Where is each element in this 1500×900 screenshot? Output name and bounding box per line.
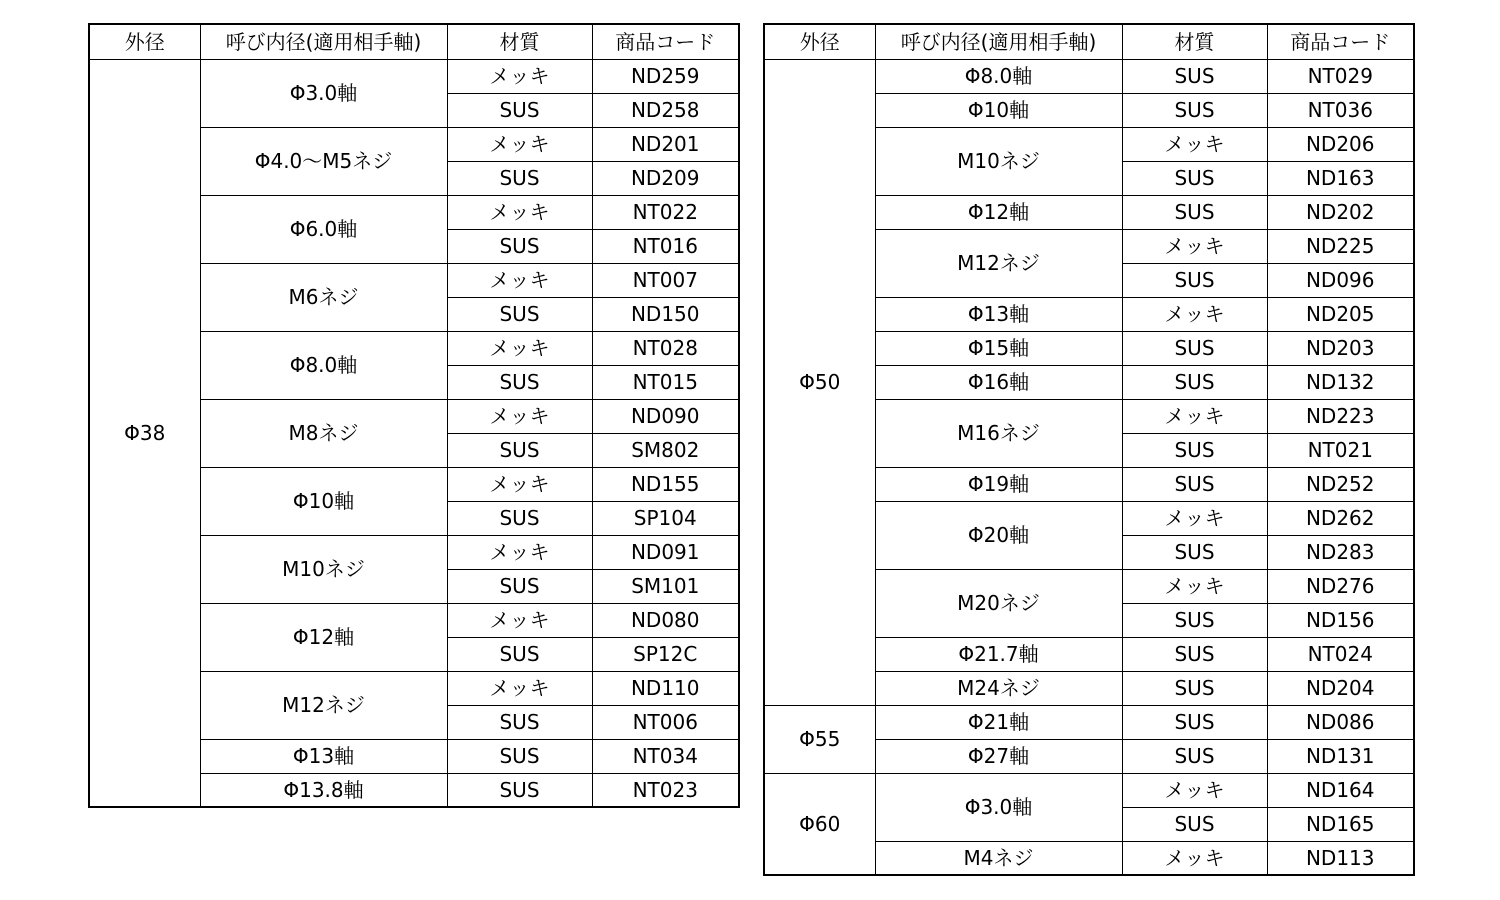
material-cell: メッキ	[447, 467, 592, 501]
inner-diameter-cell: M10ネジ	[200, 535, 447, 603]
material-cell: メッキ	[1122, 841, 1267, 875]
inner-diameter-cell: Φ4.0～M5ネジ	[200, 127, 447, 195]
inner-diameter-cell: Φ13.8軸	[200, 773, 447, 807]
material-cell: メッキ	[447, 399, 592, 433]
product-code-cell: NT015	[592, 365, 739, 399]
product-code-cell: SM101	[592, 569, 739, 603]
product-code-cell: ND283	[1267, 535, 1414, 569]
material-cell: メッキ	[447, 535, 592, 569]
inner-diameter-cell: Φ10軸	[875, 93, 1122, 127]
header-material: 材質	[1122, 24, 1267, 59]
product-code-cell: ND091	[592, 535, 739, 569]
material-cell: メッキ	[447, 671, 592, 705]
material-cell: SUS	[1122, 535, 1267, 569]
outer-diameter-cell: Φ60	[764, 773, 875, 875]
inner-diameter-cell: M20ネジ	[875, 569, 1122, 637]
product-code-cell: NT036	[1267, 93, 1414, 127]
product-code-cell: ND080	[592, 603, 739, 637]
product-code-cell: ND203	[1267, 331, 1414, 365]
product-code-cell: ND204	[1267, 671, 1414, 705]
inner-diameter-cell: M10ネジ	[875, 127, 1122, 195]
material-cell: メッキ	[1122, 501, 1267, 535]
table-row	[89, 59, 739, 93]
outer-diameter-cell: Φ50	[764, 59, 875, 705]
material-cell: SUS	[447, 93, 592, 127]
table-body	[764, 59, 1414, 875]
inner-diameter-cell: Φ13軸	[200, 739, 447, 773]
inner-diameter-cell: Φ6.0軸	[200, 195, 447, 263]
material-cell: メッキ	[1122, 127, 1267, 161]
inner-diameter-cell: Φ3.0軸	[200, 59, 447, 127]
product-code-cell: NT023	[592, 773, 739, 807]
product-code-cell: NT029	[1267, 59, 1414, 93]
product-code-cell: ND276	[1267, 569, 1414, 603]
outer-diameter-cell: Φ55	[764, 705, 875, 773]
inner-diameter-cell: Φ20軸	[875, 501, 1122, 569]
header-material: 材質	[447, 24, 592, 59]
product-code-cell: ND150	[592, 297, 739, 331]
inner-diameter-cell: M12ネジ	[200, 671, 447, 739]
inner-diameter-cell: M24ネジ	[875, 671, 1122, 705]
product-code-cell: ND258	[592, 93, 739, 127]
inner-diameter-cell: M12ネジ	[875, 229, 1122, 297]
product-code-cell: ND155	[592, 467, 739, 501]
product-code-cell: NT028	[592, 331, 739, 365]
inner-diameter-cell: Φ10軸	[200, 467, 447, 535]
product-code-cell: ND113	[1267, 841, 1414, 875]
product-code-cell: NT006	[592, 705, 739, 739]
material-cell: SUS	[1122, 195, 1267, 229]
product-table-right	[763, 23, 1415, 876]
inner-diameter-cell: M16ネジ	[875, 399, 1122, 467]
header-row	[764, 24, 1414, 59]
material-cell: SUS	[447, 297, 592, 331]
inner-diameter-cell: Φ27軸	[875, 739, 1122, 773]
material-cell: SUS	[1122, 739, 1267, 773]
product-code-cell: ND096	[1267, 263, 1414, 297]
product-code-cell: NT022	[592, 195, 739, 229]
inner-diameter-cell: M8ネジ	[200, 399, 447, 467]
material-cell: メッキ	[1122, 773, 1267, 807]
material-cell: SUS	[447, 569, 592, 603]
inner-diameter-cell: Φ16軸	[875, 365, 1122, 399]
material-cell: SUS	[447, 433, 592, 467]
material-cell: SUS	[1122, 705, 1267, 739]
table-row	[764, 773, 1414, 807]
product-code-cell: ND206	[1267, 127, 1414, 161]
material-cell: メッキ	[447, 195, 592, 229]
header-product-code: 商品コード	[1267, 24, 1414, 59]
material-cell: SUS	[1122, 161, 1267, 195]
product-code-cell: NT021	[1267, 433, 1414, 467]
product-code-cell: ND259	[592, 59, 739, 93]
material-cell: SUS	[1122, 59, 1267, 93]
product-code-cell: ND252	[1267, 467, 1414, 501]
material-cell: SUS	[447, 501, 592, 535]
table-row	[764, 59, 1414, 93]
material-cell: メッキ	[447, 263, 592, 297]
product-code-cell: ND132	[1267, 365, 1414, 399]
material-cell: メッキ	[447, 59, 592, 93]
material-cell: SUS	[447, 229, 592, 263]
inner-diameter-cell: Φ13軸	[875, 297, 1122, 331]
product-code-cell: ND156	[1267, 603, 1414, 637]
material-cell: メッキ	[1122, 229, 1267, 263]
header-row	[89, 24, 739, 59]
product-code-cell: ND086	[1267, 705, 1414, 739]
material-cell: SUS	[1122, 331, 1267, 365]
product-code-cell: ND202	[1267, 195, 1414, 229]
product-code-cell: ND164	[1267, 773, 1414, 807]
material-cell: メッキ	[447, 603, 592, 637]
product-code-cell: ND090	[592, 399, 739, 433]
product-table-left	[88, 23, 740, 808]
product-code-cell: SM802	[592, 433, 739, 467]
product-code-cell: ND163	[1267, 161, 1414, 195]
inner-diameter-cell: Φ15軸	[875, 331, 1122, 365]
product-code-cell: ND110	[592, 671, 739, 705]
material-cell: SUS	[1122, 637, 1267, 671]
header-outer-diameter: 外径	[764, 24, 875, 59]
table-body	[89, 59, 739, 807]
inner-diameter-cell: Φ3.0軸	[875, 773, 1122, 841]
material-cell: メッキ	[1122, 569, 1267, 603]
inner-diameter-cell: Φ21.7軸	[875, 637, 1122, 671]
inner-diameter-cell: M4ネジ	[875, 841, 1122, 875]
material-cell: SUS	[447, 739, 592, 773]
material-cell: SUS	[1122, 365, 1267, 399]
inner-diameter-cell: Φ8.0軸	[875, 59, 1122, 93]
material-cell: メッキ	[1122, 399, 1267, 433]
material-cell: SUS	[1122, 433, 1267, 467]
material-cell: SUS	[447, 161, 592, 195]
material-cell: メッキ	[447, 127, 592, 161]
product-code-cell: ND223	[1267, 399, 1414, 433]
header-inner-diameter: 呼び内径(適用相手軸)	[200, 24, 447, 59]
material-cell: SUS	[1122, 603, 1267, 637]
product-code-cell: NT007	[592, 263, 739, 297]
material-cell: メッキ	[447, 331, 592, 365]
product-code-cell: ND205	[1267, 297, 1414, 331]
product-code-cell: NT034	[592, 739, 739, 773]
product-code-cell: SP12C	[592, 637, 739, 671]
material-cell: SUS	[1122, 93, 1267, 127]
product-code-cell: NT024	[1267, 637, 1414, 671]
product-code-cell: ND201	[592, 127, 739, 161]
header-product-code: 商品コード	[592, 24, 739, 59]
material-cell: SUS	[447, 773, 592, 807]
header-inner-diameter: 呼び内径(適用相手軸)	[875, 24, 1122, 59]
inner-diameter-cell: M6ネジ	[200, 263, 447, 331]
outer-diameter-cell: Φ38	[89, 59, 200, 807]
material-cell: メッキ	[1122, 297, 1267, 331]
inner-diameter-cell: Φ12軸	[875, 195, 1122, 229]
product-code-cell: SP104	[592, 501, 739, 535]
table-row	[764, 705, 1414, 739]
product-code-cell: ND225	[1267, 229, 1414, 263]
inner-diameter-cell: Φ21軸	[875, 705, 1122, 739]
material-cell: SUS	[1122, 467, 1267, 501]
product-code-cell: ND165	[1267, 807, 1414, 841]
header-outer-diameter: 外径	[89, 24, 200, 59]
product-code-cell: ND262	[1267, 501, 1414, 535]
inner-diameter-cell: Φ12軸	[200, 603, 447, 671]
material-cell: SUS	[1122, 807, 1267, 841]
material-cell: SUS	[447, 637, 592, 671]
product-code-cell: ND131	[1267, 739, 1414, 773]
product-code-cell: NT016	[592, 229, 739, 263]
material-cell: SUS	[447, 705, 592, 739]
material-cell: SUS	[1122, 263, 1267, 297]
product-code-cell: ND209	[592, 161, 739, 195]
material-cell: SUS	[447, 365, 592, 399]
material-cell: SUS	[1122, 671, 1267, 705]
inner-diameter-cell: Φ8.0軸	[200, 331, 447, 399]
inner-diameter-cell: Φ19軸	[875, 467, 1122, 501]
